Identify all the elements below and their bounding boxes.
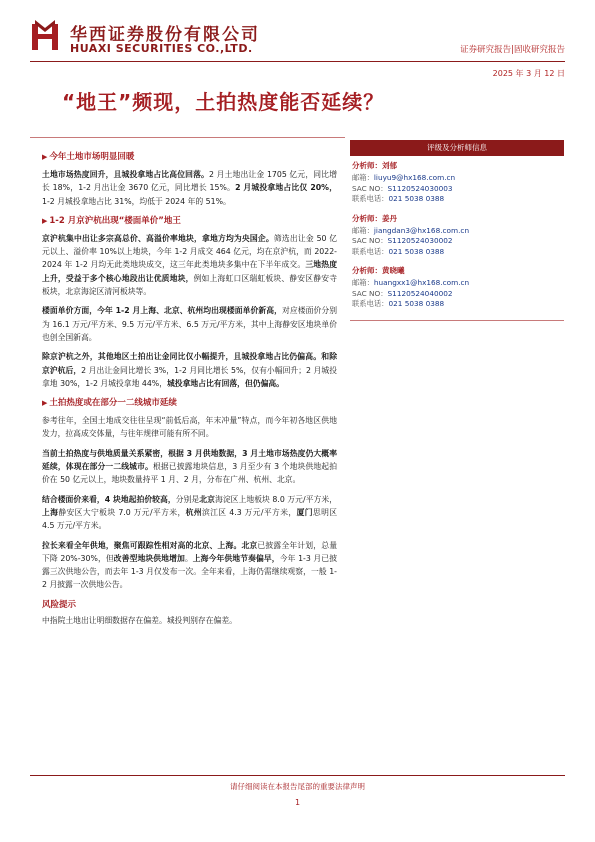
bold-text: 上海今年供地节奏偏早， (192, 553, 280, 563)
risk-text: 中指院土地出让明细数据存在偏差。城投判别存在偏差。 (42, 615, 237, 625)
label: SAC NO： (352, 288, 388, 298)
analyst-email (352, 278, 564, 289)
body-text: 静安区大宁板块 7.0 万元/平方米， (58, 507, 186, 517)
risk-heading: 风险提示 (42, 599, 77, 610)
body-text: 已披露全年计划，总量下降 20%-30%，但 (42, 540, 338, 563)
label: 联系电话： (352, 246, 389, 256)
analyst-sac (352, 236, 564, 247)
phone-number: 021 5038 0388 (388, 246, 445, 256)
page-number: 1 (294, 798, 301, 807)
body-text: 思明区 4.5 万元/平方米。 (42, 507, 338, 531)
bold-text: 厦门 (296, 507, 313, 517)
body-text: 对应楼面价分别为 16.1 万元/平方米、9.5 万元/平方米、6.5 万元/平方米，其中上海静安区地块单价也创全国新高。 (42, 306, 338, 342)
bold-text: 杭州 (185, 507, 202, 517)
bold-text: 改善型地块供地增加 (113, 553, 185, 563)
analyst-card (352, 213, 564, 258)
analyst-name: 分析师：黄晓曦 (352, 266, 405, 275)
sidebar-divider (350, 320, 564, 321)
email-link[interactable]: huangxx1@hx168.com.cn (373, 278, 470, 287)
body-text: 例如上海虹口区瑞虹板块、静安区静安寺板块，北京海淀区清河板块等。 (42, 273, 337, 297)
bold-text: 2 月城投拿地占比仅 20%， (235, 183, 337, 193)
label: 联系电话： (352, 299, 389, 308)
analyst-phone (352, 299, 564, 310)
sidebar-heading: 评级及分析师信息 (350, 140, 564, 156)
company-name-cn: 华西证券股份有限公司 (70, 25, 260, 45)
paragraph: 参考往年，全国土地成交往往呈现“前低后高，年末冲量”特点，而今年初各地区供地发力，拉高成交体量，与往年规律可能有所不同。 (42, 416, 337, 439)
label: SAC NO： (352, 183, 388, 193)
analyst-name: 分析师：刘郁 (352, 161, 397, 170)
report-type: 证券研究报告|固收研究报告 (460, 45, 565, 55)
company-logo (30, 18, 60, 52)
bold-text: 上海 (42, 507, 59, 517)
analyst-sac (352, 289, 564, 300)
analyst-name: 分析师：姜丹 (352, 213, 397, 223)
bold-text: 城投拿地占比有回落，但仍偏高。 (167, 378, 284, 388)
section-heading-2: ▶ 1-2 月京沪杭出现“楼面单价”地王 (42, 214, 337, 226)
phone-number: 021 5038 0388 (388, 194, 445, 203)
body-text: 分别是 (175, 494, 200, 504)
analyst-phone (352, 247, 564, 258)
paragraph (42, 168, 337, 208)
body-text: 滨江区 4.3 万元/平方米， (201, 507, 297, 517)
body-text: 根据已披露地块信息，3 月至少有 3 个地块供地起拍价在 50 亿元以上，地块数量持平 1 月、2 月，分布在广州、杭州、北京。 (42, 462, 337, 485)
analyst-phone (352, 194, 564, 205)
section-heading-1: ▶ 今年土地市场明显回暖 (42, 150, 337, 162)
label: 邮箱： (352, 173, 374, 182)
analyst-card (352, 160, 564, 205)
bold-text: 结合楼面价来看，4 块地起拍价较高， (42, 494, 176, 504)
main-column (42, 148, 337, 633)
sac-number: S1120524030002 (387, 236, 453, 245)
sac-number: S1120524040002 (387, 288, 453, 298)
body-text: 。 (184, 553, 193, 563)
label: 联系电话： (352, 194, 389, 203)
label: 邮箱： (352, 225, 374, 235)
report-title: “地王”频现，土拍热度能否延续？ (62, 90, 385, 114)
label: SAC NO： (352, 236, 388, 245)
email-link[interactable]: jiangdan3@hx168.com.cn (373, 225, 470, 235)
bold-text: 京沪杭集中出让多宗高总价、高溢价率地块，拿地方均为央国企。 (42, 233, 274, 243)
sac-number: S1120524030003 (387, 183, 453, 193)
paragraph (42, 232, 337, 298)
analyst-list (352, 160, 564, 318)
title-divider (30, 137, 345, 138)
bold-text: 三地热度上升，受益于多个核心地段出让优质地块， (42, 260, 337, 283)
label: 邮箱： (352, 278, 374, 287)
analyst-email (352, 226, 564, 237)
footer-divider (30, 775, 565, 776)
phone-number: 021 5038 0388 (388, 299, 445, 308)
paragraph (42, 304, 337, 344)
bold-text: 拉长来看全年供地，聚焦可跟踪性相对高的北京、上海。北京 (42, 540, 258, 550)
bold-text: 楼面单价方面，今年 1-2 月上海、北京、杭州均出现楼面单价新高， (42, 306, 282, 316)
report-date: 2025 年 3 月 12 日 (492, 69, 565, 78)
body-text: 筛选出让金 50 亿元以上、溢价率 10%以上地块，今年 1-2 月成交 464 亿元，均在京沪杭，而 2022-2024 年 1-2 月均无此类地块成交，这三年此类地块多集中在下半年成交。 (42, 233, 337, 270)
analyst-sac (352, 184, 564, 195)
legal-notice: 请仔细阅读在本报告尾部的重要法律声明 (230, 782, 365, 791)
bold-text: 当前土拍热度与供地质量关系紧密，根据 3 月供地数据，3 月土地市场热度仍大概率延续，体现在部分一二线城市。 (42, 448, 337, 472)
paragraph (42, 493, 337, 533)
body-text: 海淀区上地板块 8.0 万元/平方米， (214, 494, 338, 504)
body-text: 2 月出让金同比增长 3%，1-2 月同比增长 5%，仅有小幅回升；2 月城投拿地 30%，1-2 月城投拿地 44%， (42, 365, 337, 388)
body-text: 1-2 月城投拿地占比 31%，均低于 2024 年的 51%。 (42, 196, 231, 206)
bold-text: 除京沪杭之外，其他地区土拍出让金同比仅小幅提升，且城投拿地占比仍偏高。和除京沪杭后， (42, 352, 337, 375)
company-name-en: HUAXI SECURITIES CO.,LTD. (70, 42, 253, 55)
analyst-card (352, 265, 564, 310)
body-text: 今年 1-3 月已披露三次供地公告，而去年 1-3 月仅发布一次。全年来看，上海仍需继续观察，一般 1-2 月披露一次供地公告。 (42, 553, 338, 590)
paragraph (42, 539, 337, 592)
paragraph (42, 447, 337, 487)
body-text: 2 月土地出让金 1705 亿元，同比增长 18%，1-2 月出让金 3670 亿元，同比增长 15%。 (42, 170, 337, 193)
email-link[interactable]: liuyu9@hx168.com.cn (373, 173, 456, 182)
analyst-email (352, 173, 564, 184)
section-heading-3: ▶ 土拍热度或在部分一二线城市延续 (42, 396, 337, 408)
paragraph (42, 350, 337, 390)
bold-text: 土地市场热度回升，且城投拿地占比高位回落。 (42, 170, 210, 179)
bold-text: 北京 (199, 494, 215, 504)
header-divider (30, 61, 565, 62)
